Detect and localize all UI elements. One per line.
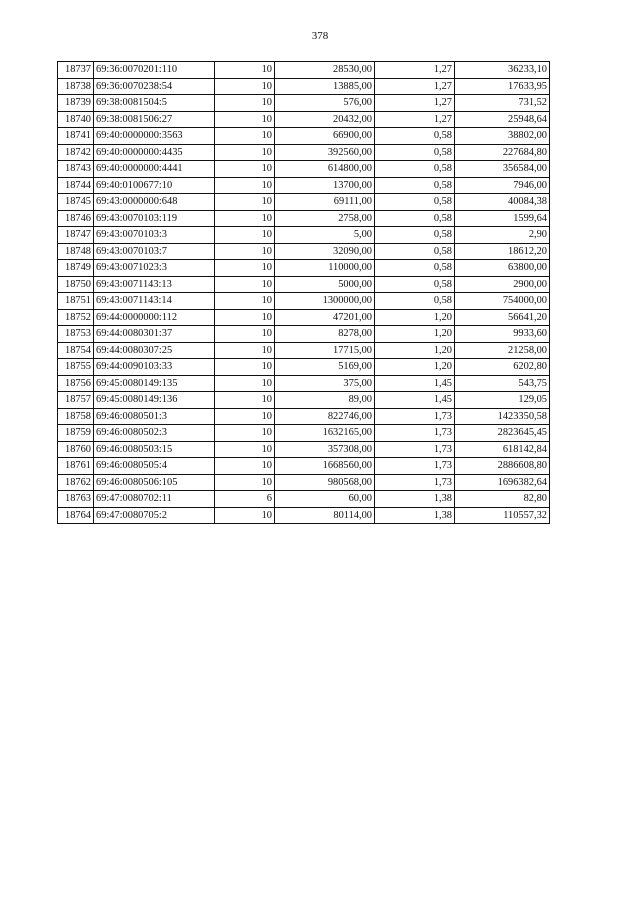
table-row: [58, 260, 550, 277]
quantity-cell: 10: [215, 210, 275, 227]
cadastral-number-cell: 69:40:0000000:3563: [94, 128, 215, 145]
value-cell: 2886608,80: [455, 458, 550, 475]
table-row: [58, 144, 550, 161]
value-cell: 356584,00: [455, 161, 550, 178]
cadastral-number-cell: 69:40:0000000:4435: [94, 144, 215, 161]
area-cell: 980568,00: [275, 474, 375, 491]
cadastral-number-cell: 69:45:0080149:136: [94, 392, 215, 409]
cadastral-number-cell: 69:47:0080705:2: [94, 507, 215, 524]
cadastral-number-cell: 69:43:0070103:3: [94, 227, 215, 244]
quantity-cell: 10: [215, 359, 275, 376]
table-row: [58, 441, 550, 458]
table-row: [58, 210, 550, 227]
table-row: [58, 474, 550, 491]
area-cell: 5000,00: [275, 276, 375, 293]
row-number-cell: 18749: [58, 260, 94, 277]
row-number-cell: 18756: [58, 375, 94, 392]
table-row: [58, 78, 550, 95]
area-cell: 5,00: [275, 227, 375, 244]
table-row: [58, 375, 550, 392]
quantity-cell: 10: [215, 309, 275, 326]
quantity-cell: 10: [215, 227, 275, 244]
row-number-cell: 18755: [58, 359, 94, 376]
quantity-cell: 6: [215, 491, 275, 508]
quantity-cell: 10: [215, 342, 275, 359]
area-cell: 17715,00: [275, 342, 375, 359]
row-number-cell: 18747: [58, 227, 94, 244]
cadastral-number-cell: 69:43:0000000:648: [94, 194, 215, 211]
cadastral-number-cell: 69:45:0080149:135: [94, 375, 215, 392]
coefficient-cell: 1,73: [375, 474, 455, 491]
value-cell: 36233,10: [455, 62, 550, 79]
area-cell: 20432,00: [275, 111, 375, 128]
row-number-cell: 18746: [58, 210, 94, 227]
quantity-cell: 10: [215, 375, 275, 392]
cadastral-number-cell: 69:47:0080702:11: [94, 491, 215, 508]
quantity-cell: 10: [215, 507, 275, 524]
quantity-cell: 10: [215, 128, 275, 145]
coefficient-cell: 0,58: [375, 260, 455, 277]
row-number-cell: 18737: [58, 62, 94, 79]
value-cell: 6202,80: [455, 359, 550, 376]
value-cell: 21258,00: [455, 342, 550, 359]
value-cell: 25948,64: [455, 111, 550, 128]
area-cell: 822746,00: [275, 408, 375, 425]
value-cell: 82,80: [455, 491, 550, 508]
area-cell: 576,00: [275, 95, 375, 112]
row-number-cell: 18760: [58, 441, 94, 458]
value-cell: 618142,84: [455, 441, 550, 458]
quantity-cell: 10: [215, 441, 275, 458]
area-cell: 13700,00: [275, 177, 375, 194]
area-cell: 375,00: [275, 375, 375, 392]
value-cell: 1423350,58: [455, 408, 550, 425]
cadastral-number-cell: 69:40:0000000:4441: [94, 161, 215, 178]
value-cell: 543,75: [455, 375, 550, 392]
area-cell: 47201,00: [275, 309, 375, 326]
table-row: [58, 408, 550, 425]
value-cell: 63800,00: [455, 260, 550, 277]
row-number-cell: 18743: [58, 161, 94, 178]
table-row: [58, 227, 550, 244]
value-cell: 56641,20: [455, 309, 550, 326]
quantity-cell: 10: [215, 260, 275, 277]
value-cell: 227684,80: [455, 144, 550, 161]
coefficient-cell: 1,38: [375, 491, 455, 508]
cadastral-number-cell: 69:38:0081504:5: [94, 95, 215, 112]
coefficient-cell: 1,73: [375, 425, 455, 442]
row-number-cell: 18759: [58, 425, 94, 442]
table-row: [58, 95, 550, 112]
quantity-cell: 10: [215, 243, 275, 260]
area-cell: 2758,00: [275, 210, 375, 227]
cadastral-number-cell: 69:40:0100677:10: [94, 177, 215, 194]
quantity-cell: 10: [215, 78, 275, 95]
area-cell: 80114,00: [275, 507, 375, 524]
coefficient-cell: 1,20: [375, 309, 455, 326]
table-row: [58, 491, 550, 508]
cadastral-number-cell: 69:36:0070238:54: [94, 78, 215, 95]
table-row: [58, 177, 550, 194]
quantity-cell: 10: [215, 326, 275, 343]
table-row: [58, 425, 550, 442]
row-number-cell: 18738: [58, 78, 94, 95]
value-cell: 1696382,64: [455, 474, 550, 491]
row-number-cell: 18758: [58, 408, 94, 425]
coefficient-cell: 0,58: [375, 210, 455, 227]
coefficient-cell: 1,45: [375, 375, 455, 392]
quantity-cell: 10: [215, 177, 275, 194]
coefficient-cell: 1,27: [375, 111, 455, 128]
row-number-cell: 18750: [58, 276, 94, 293]
coefficient-cell: 0,58: [375, 194, 455, 211]
value-cell: 7946,00: [455, 177, 550, 194]
row-number-cell: 18751: [58, 293, 94, 310]
quantity-cell: 10: [215, 144, 275, 161]
coefficient-cell: 1,20: [375, 342, 455, 359]
area-cell: 392560,00: [275, 144, 375, 161]
table-row: [58, 276, 550, 293]
row-number-cell: 18742: [58, 144, 94, 161]
cadastral-number-cell: 69:44:0000000:112: [94, 309, 215, 326]
coefficient-cell: 1,20: [375, 359, 455, 376]
cadastral-number-cell: 69:46:0080503:15: [94, 441, 215, 458]
cadastral-number-cell: 69:43:0071023:3: [94, 260, 215, 277]
cadastral-number-cell: 69:43:0071143:13: [94, 276, 215, 293]
cadastral-number-cell: 69:43:0070103:119: [94, 210, 215, 227]
coefficient-cell: 1,73: [375, 458, 455, 475]
quantity-cell: 10: [215, 293, 275, 310]
coefficient-cell: 1,73: [375, 441, 455, 458]
coefficient-cell: 0,58: [375, 144, 455, 161]
cadastral-number-cell: 69:43:0071143:14: [94, 293, 215, 310]
table-row: [58, 161, 550, 178]
table-row: [58, 243, 550, 260]
row-number-cell: 18739: [58, 95, 94, 112]
value-cell: 754000,00: [455, 293, 550, 310]
table-row: [58, 359, 550, 376]
area-cell: 614800,00: [275, 161, 375, 178]
cadastral-number-cell: 69:46:0080502:3: [94, 425, 215, 442]
row-number-cell: 18752: [58, 309, 94, 326]
row-number-cell: 18764: [58, 507, 94, 524]
table-row: [58, 62, 550, 79]
row-number-cell: 18740: [58, 111, 94, 128]
area-cell: 32090,00: [275, 243, 375, 260]
area-cell: 60,00: [275, 491, 375, 508]
cadastral-number-cell: 69:36:0070201:110: [94, 62, 215, 79]
cadastral-number-cell: 69:44:0090103:33: [94, 359, 215, 376]
coefficient-cell: 0,58: [375, 243, 455, 260]
cadastral-number-cell: 69:46:0080506:105: [94, 474, 215, 491]
cadastral-number-cell: 69:44:0080301:37: [94, 326, 215, 343]
area-cell: 1632165,00: [275, 425, 375, 442]
quantity-cell: 10: [215, 111, 275, 128]
area-cell: 89,00: [275, 392, 375, 409]
quantity-cell: 10: [215, 392, 275, 409]
cadastral-number-cell: 69:38:0081506:27: [94, 111, 215, 128]
value-cell: 17633,95: [455, 78, 550, 95]
row-number-cell: 18753: [58, 326, 94, 343]
coefficient-cell: 0,58: [375, 128, 455, 145]
area-cell: 13885,00: [275, 78, 375, 95]
coefficient-cell: 1,38: [375, 507, 455, 524]
table-body: [58, 62, 550, 524]
quantity-cell: 10: [215, 408, 275, 425]
quantity-cell: 10: [215, 95, 275, 112]
value-cell: 38802,00: [455, 128, 550, 145]
value-cell: 9933,60: [455, 326, 550, 343]
area-cell: 110000,00: [275, 260, 375, 277]
page-number: 378: [311, 30, 329, 42]
row-number-cell: 18744: [58, 177, 94, 194]
area-cell: 357308,00: [275, 441, 375, 458]
table-row: [58, 458, 550, 475]
area-cell: 1300000,00: [275, 293, 375, 310]
coefficient-cell: 0,58: [375, 161, 455, 178]
value-cell: 18612,20: [455, 243, 550, 260]
cadastral-number-cell: 69:43:0070103:7: [94, 243, 215, 260]
table-row: [58, 392, 550, 409]
value-cell: 129,05: [455, 392, 550, 409]
table-row: [58, 194, 550, 211]
area-cell: 8278,00: [275, 326, 375, 343]
row-number-cell: 18748: [58, 243, 94, 260]
table-row: [58, 309, 550, 326]
value-cell: 731,52: [455, 95, 550, 112]
area-cell: 1668560,00: [275, 458, 375, 475]
row-number-cell: 18754: [58, 342, 94, 359]
cadastral-number-cell: 69:46:0080501:3: [94, 408, 215, 425]
row-number-cell: 18761: [58, 458, 94, 475]
coefficient-cell: 0,58: [375, 177, 455, 194]
row-number-cell: 18762: [58, 474, 94, 491]
table-row: [58, 326, 550, 343]
coefficient-cell: 1,27: [375, 62, 455, 79]
row-number-cell: 18763: [58, 491, 94, 508]
coefficient-cell: 1,27: [375, 95, 455, 112]
area-cell: 5169,00: [275, 359, 375, 376]
quantity-cell: 10: [215, 458, 275, 475]
table-row: [58, 293, 550, 310]
value-cell: 2900,00: [455, 276, 550, 293]
table-row: [58, 128, 550, 145]
cadastral-number-cell: 69:44:0080307:25: [94, 342, 215, 359]
value-cell: 2,90: [455, 227, 550, 244]
cadastral-table: [57, 61, 550, 524]
area-cell: 66900,00: [275, 128, 375, 145]
value-cell: 110557,32: [455, 507, 550, 524]
quantity-cell: 10: [215, 425, 275, 442]
coefficient-cell: 1,27: [375, 78, 455, 95]
table-row: [58, 507, 550, 524]
value-cell: 2823645,45: [455, 425, 550, 442]
quantity-cell: 10: [215, 161, 275, 178]
value-cell: 1599,64: [455, 210, 550, 227]
coefficient-cell: 1,73: [375, 408, 455, 425]
quantity-cell: 10: [215, 62, 275, 79]
row-number-cell: 18741: [58, 128, 94, 145]
quantity-cell: 10: [215, 194, 275, 211]
coefficient-cell: 1,45: [375, 392, 455, 409]
value-cell: 40084,38: [455, 194, 550, 211]
coefficient-cell: 1,20: [375, 326, 455, 343]
row-number-cell: 18745: [58, 194, 94, 211]
cadastral-number-cell: 69:46:0080505:4: [94, 458, 215, 475]
area-cell: 28530,00: [275, 62, 375, 79]
quantity-cell: 10: [215, 474, 275, 491]
coefficient-cell: 0,58: [375, 227, 455, 244]
area-cell: 69111,00: [275, 194, 375, 211]
coefficient-cell: 0,58: [375, 276, 455, 293]
quantity-cell: 10: [215, 276, 275, 293]
coefficient-cell: 0,58: [375, 293, 455, 310]
table-row: [58, 342, 550, 359]
table-row: [58, 111, 550, 128]
row-number-cell: 18757: [58, 392, 94, 409]
